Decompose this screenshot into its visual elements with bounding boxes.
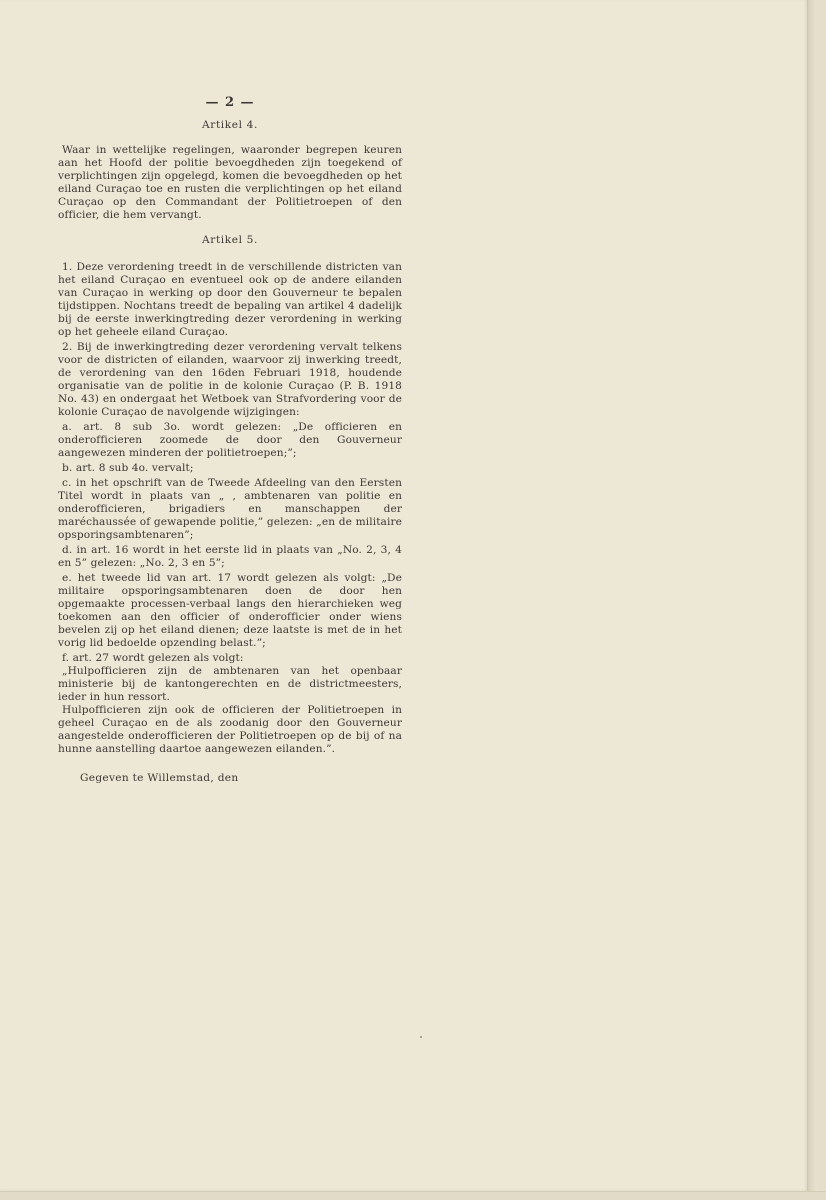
article-4-paragraph: Waar in wettelijke regelingen, waaronder begrepen keuren aan het Hoofd der politie bevoegdheden zijn toegekend of verplichtingen zijn opgelegd, komen die bevoegdheden op het eiland Curaçao toe en rusten die verplichtingen op het eiland Curaçao op den Commandant der Politietroepen of den officier, die hem vervangt. xyxy=(58,144,402,221)
closing-line: Gegeven te Willemstad, den xyxy=(80,772,239,784)
article-4-heading: Artikel 4. xyxy=(202,119,258,131)
amendment-f: f. art. 27 wordt gelezen als volgt: xyxy=(62,652,244,664)
page-number: — 2 — xyxy=(205,95,255,110)
page-edge xyxy=(807,0,826,1200)
article-5-heading: Artikel 5. xyxy=(202,234,258,246)
paper-speck xyxy=(420,1036,422,1038)
amendment-a: a. art. 8 sub 3o. wordt gelezen: „De officieren en onderofficieren zoomede de door den Gouverneur aangewezen minderen der politietroepen;”; xyxy=(58,421,402,459)
page-bottom-edge xyxy=(0,1191,826,1200)
amendment-e: e. het tweede lid van art. 17 wordt gelezen als volgt: „De militaire opsporingsambtenaren doen de door hen opgemaakte processen-verbaal langs den hierarchieken weg toekomen aan den officier of onderofficier onder wiens bevelen zij op het eiland dienen; deze laatste is met de in het vorig lid bedoelde opzending belast.”; xyxy=(58,572,402,649)
amendment-f-text-1: „Hulpofficieren zijn de ambtenaren van het openbaar ministerie bij de kantongerechten en de districtmeesters, ieder in hun ressort. xyxy=(58,665,402,703)
amendment-c: c. in het opschrift van de Tweede Afdeeling van den Eersten Titel wordt in plaats van „ , ambtenaren van politie en onderofficieren, brigadiers en manschappen der maréchaussée of gewapende politie,” gelezen: „en de militaire opsporingsambtenaren”; xyxy=(58,477,402,541)
article-5-clause-2: 2. Bij de inwerkingtreding dezer verordening vervalt telkens voor de districten of eilanden, waarvoor zij inwerking treedt, de verordening van den 16den Februari 1918, houdende organisatie van de politie in de kolonie Curaçao (P. B. 1918 No. 43) en ondergaat het Wetboek van Strafvordering voor de kolonie Curaçao de navolgende wijzigingen: xyxy=(58,341,402,418)
document-body xyxy=(58,96,402,785)
article-5-clause-1: 1. Deze verordening treedt in de verschillende districten van het eiland Curaçao en eventueel ook op de andere eilanden van Curaçao in werking op door den Gouverneur te bepalen tijdstippen. Nochtans treedt de bepaling van artikel 4 dadelijk bij de eerste inwerkingtreding dezer verordening in werking op het geheele eiland Curaçao. xyxy=(58,261,402,338)
amendment-d: d. in art. 16 wordt in het eerste lid in plaats van „No. 2, 3, 4 en 5” gelezen: „No. 2, 3 en 5”; xyxy=(58,544,402,569)
amendment-f-text-2: Hulpofficieren zijn ook de officieren der Politietroepen in geheel Curaçao en de als zoodanig door den Gouverneur aangestelde onderofficieren der Politietroepen op de bij of na hunne aanstelling daartoe aangewezen eilanden.”. xyxy=(58,704,402,755)
amendment-b: b. art. 8 sub 4o. vervalt; xyxy=(62,462,194,474)
